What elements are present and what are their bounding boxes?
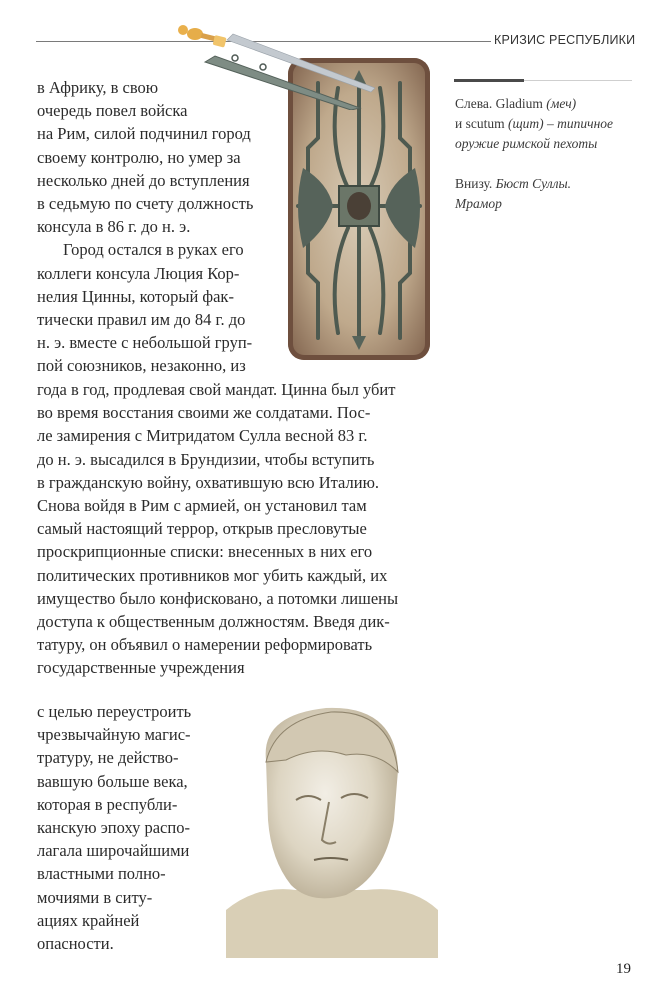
- text-line: с целью переустроить: [37, 702, 192, 721]
- text-line: лагала широчайшими: [37, 841, 190, 861]
- caption-text-italic: оружие римской пехоты: [455, 136, 598, 151]
- body-text-column-1: [37, 76, 287, 378]
- text-line: нелия Цинны, который фак-: [37, 286, 234, 306]
- text-line: в седьмую по счету должность: [37, 194, 254, 214]
- caption-text-italic: Мрамор: [455, 196, 502, 211]
- caption-text-italic: (щит) – типичное: [507, 116, 614, 131]
- caption-sword-shield: [455, 94, 645, 154]
- text-line: доступа к общественным должностям. Введя дик-: [37, 612, 390, 632]
- text-line: коллеги консула Люция Кор-: [37, 263, 240, 283]
- caption-text-italic: (меч): [546, 96, 577, 111]
- caption-bust: [455, 174, 645, 214]
- text-line: канскую эпоху распо-: [37, 818, 190, 838]
- text-line: властными полно-: [37, 864, 166, 884]
- text-line: тратуру, не действо-: [37, 748, 179, 768]
- pommel-icon: [178, 25, 188, 35]
- text-line: во время восстания своими же солдатами. Пос-: [37, 403, 371, 423]
- text-line: несколько дней до вступления: [37, 170, 250, 190]
- text-line: очередь повел войска: [37, 101, 188, 121]
- text-line: н. э. вместе с небольшой груп-: [37, 333, 253, 353]
- text-line: в Африку, в свою: [37, 78, 159, 97]
- caption-text: и scutum: [455, 116, 508, 131]
- text-line: Город остался в руках его: [63, 240, 244, 260]
- text-line: своему контролю, но умер за: [37, 147, 241, 167]
- text-line: которая в республи-: [37, 794, 178, 814]
- page-number: 19: [616, 961, 631, 977]
- text-line: татуру, он объявил о намерении реформировать: [37, 635, 373, 655]
- body-text-column-2: [37, 378, 431, 680]
- text-line: проскрипционные списки: внесенных в них его: [37, 542, 373, 562]
- text-line: в гражданскую войну, охватившую всю Италию.: [37, 472, 380, 492]
- text-line: ациях крайней: [37, 910, 140, 930]
- text-line: до н. э. высадился в Брундизии, чтобы вступить: [37, 449, 375, 469]
- text-line: года в год, продлевая свой мандат. Цинна был убит: [37, 380, 396, 399]
- sulla-bust-image: [226, 700, 438, 958]
- text-line: государственные учреждения: [37, 658, 245, 678]
- text-line: чрезвычайную магис-: [37, 725, 191, 745]
- text-line: тически правил им до 84 г. до: [37, 310, 246, 330]
- text-line: консула в 86 г. до н. э.: [37, 217, 191, 237]
- caption-rule-accent: [454, 79, 524, 82]
- text-line: на Рим, силой подчинил город: [37, 124, 251, 144]
- text-line: пой союзников, незаконно, из: [37, 356, 246, 376]
- text-line: вавшую больше века,: [37, 771, 188, 791]
- text-line: политических противников мог убить каждый, их: [37, 565, 388, 585]
- text-line: опасности.: [37, 934, 114, 954]
- caption-text: Слева. Gladium: [455, 96, 547, 111]
- text-line: имущество было конфисковано, а потомки лишены: [37, 588, 399, 608]
- text-line: Снова войдя в Рим с армией, он установил там: [37, 496, 367, 516]
- running-head: КРИЗИС РЕСПУБЛИКИ: [494, 33, 636, 47]
- caption-text: Внизу.: [455, 176, 496, 191]
- text-line: мочиями в ситу-: [37, 887, 153, 907]
- caption-text-italic: Бюст Суллы.: [495, 176, 572, 191]
- text-line: ле замирения с Митридатом Сулла весной 83 г.: [37, 426, 368, 446]
- text-line: самый настоящий террор, открыв пресловутые: [37, 519, 367, 539]
